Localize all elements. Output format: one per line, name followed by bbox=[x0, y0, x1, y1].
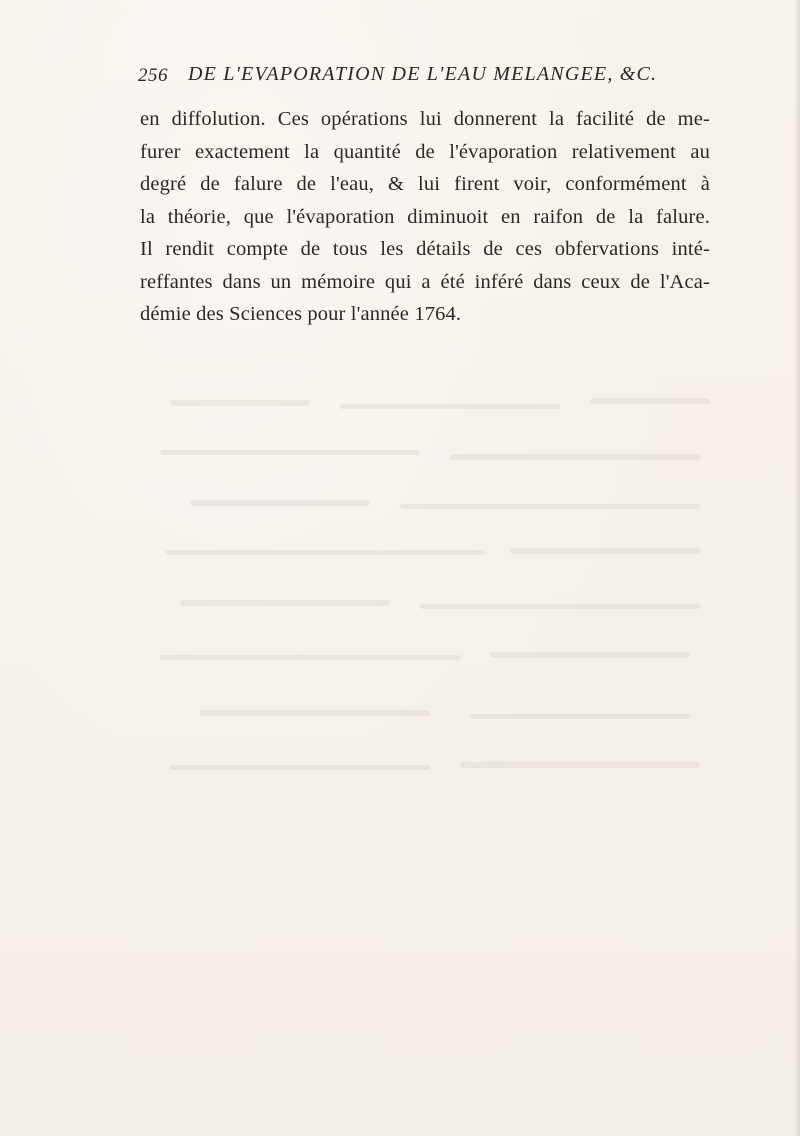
text-line: furer exactement la quantité de l'évaporation relativement au bbox=[140, 140, 710, 163]
page-edge-shadow bbox=[794, 0, 800, 1136]
running-head bbox=[138, 63, 698, 91]
body-paragraph bbox=[140, 103, 710, 331]
page-number: 256 bbox=[138, 65, 168, 86]
text-line: la théorie, que l'évaporation diminuoit en raifon de la falure. bbox=[140, 205, 710, 228]
text-line: degré de falure de l'eau, & lui firent voir, conformément à bbox=[140, 173, 710, 195]
show-through-texture bbox=[150, 380, 750, 810]
text-line: en diffolution. Ces opérations lui donnerent la facilité de me- bbox=[140, 108, 710, 130]
text-line: Il rendit compte de tous les détails de ces obfervations inté- bbox=[140, 238, 710, 260]
running-head-title: DE L'EVAPORATION DE L'EAU MELANGEE, &C. bbox=[188, 63, 658, 85]
text-line: reffantes dans un mémoire qui a été inféré dans ceux de l'Aca- bbox=[140, 270, 710, 293]
text-line: démie des Sciences pour l'année 1764. bbox=[140, 303, 462, 325]
